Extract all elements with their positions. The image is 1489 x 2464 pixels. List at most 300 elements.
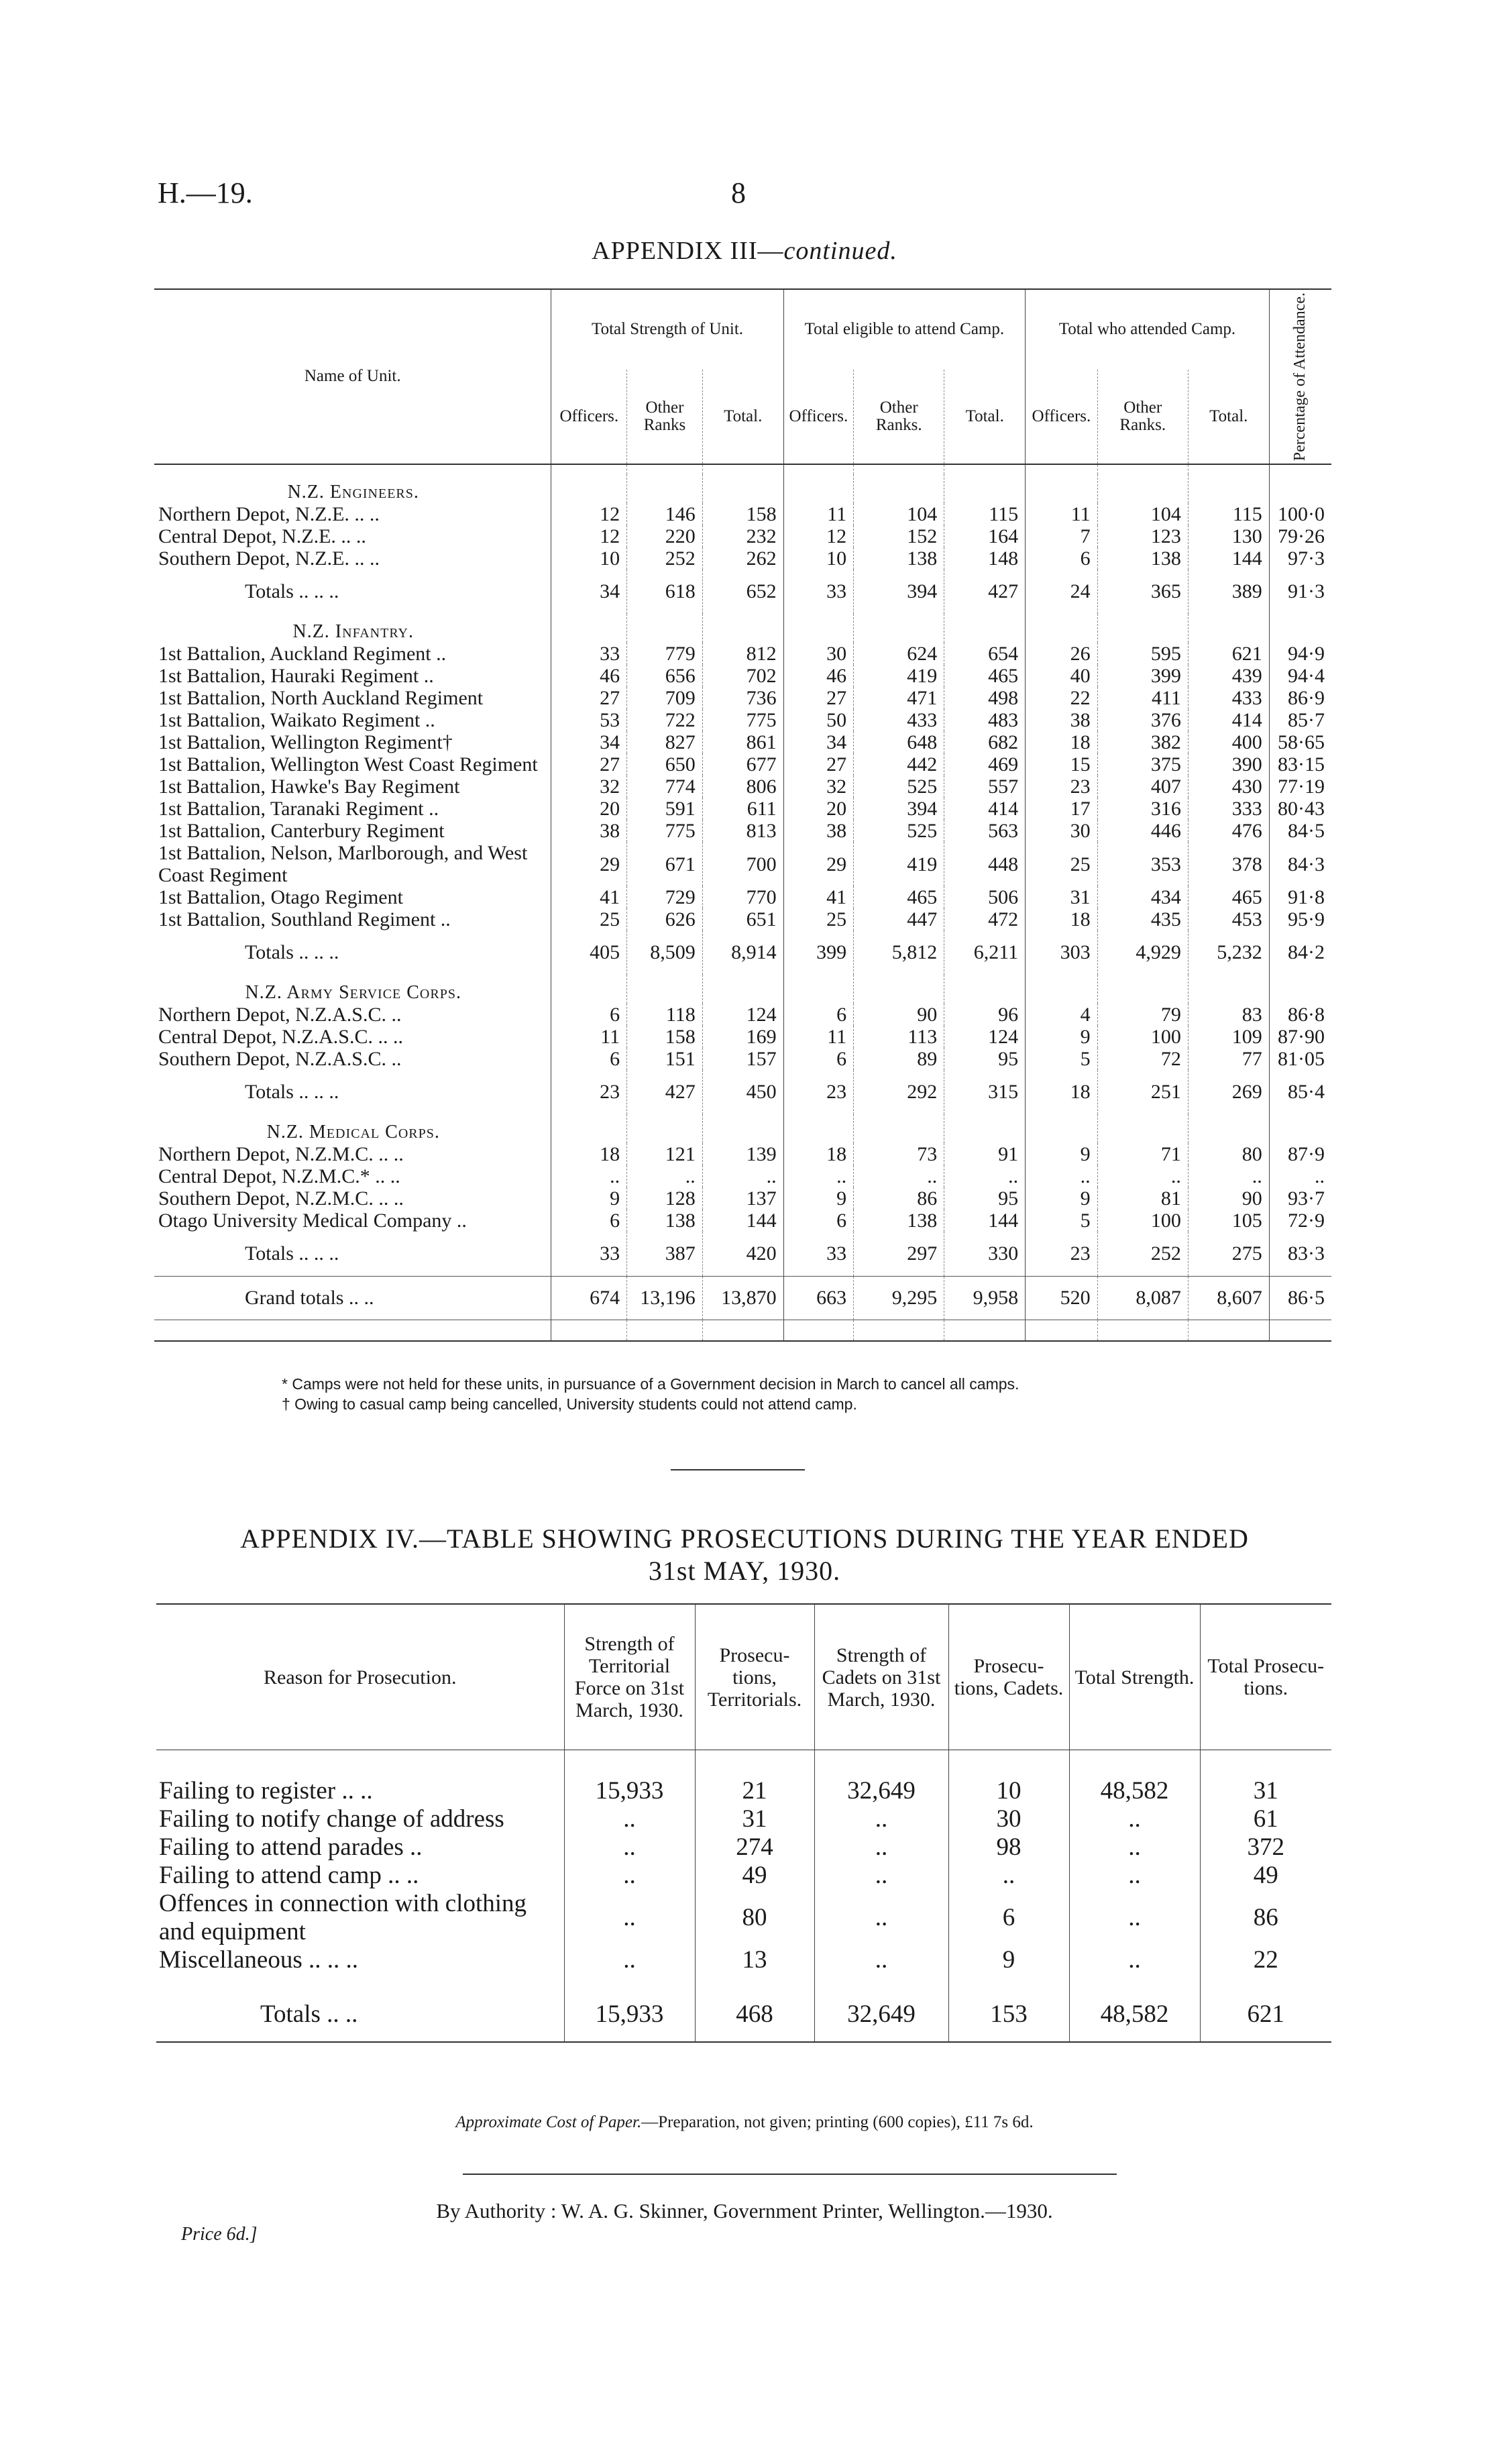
cell-value: 46 bbox=[783, 665, 853, 687]
cell-empty bbox=[854, 464, 944, 474]
cell-empty bbox=[948, 1974, 1069, 1988]
header-other-ranks: Other Ranks. bbox=[1097, 370, 1188, 464]
cell-empty bbox=[154, 464, 551, 474]
cell-value: 138 bbox=[627, 1210, 703, 1232]
section-heading: N.Z. Engineers. bbox=[287, 482, 419, 503]
reason-label: Failing to notify change of address bbox=[159, 1805, 504, 1833]
unit-name: Southern Depot, N.Z.M.C. .. .. bbox=[158, 1187, 404, 1210]
cell-value: 5,812 bbox=[854, 930, 944, 975]
prosecution-row bbox=[156, 1890, 1331, 1946]
cell-empty bbox=[1097, 464, 1188, 474]
cell-value: 471 bbox=[854, 687, 944, 709]
cell-value: 20 bbox=[551, 798, 627, 820]
totals-row bbox=[154, 1070, 1331, 1114]
cell-value: 123 bbox=[1097, 525, 1188, 547]
cell-value: 8,087 bbox=[1097, 1277, 1188, 1320]
cell-value: 22 bbox=[1026, 687, 1098, 709]
cell-value: 220 bbox=[627, 525, 703, 547]
cell-value: 139 bbox=[702, 1143, 783, 1165]
cell-value: .. bbox=[1069, 1890, 1200, 1946]
cell-value: 316 bbox=[1097, 798, 1188, 820]
unit-row bbox=[154, 886, 1331, 908]
cell-value: 11 bbox=[1026, 503, 1098, 525]
cell-value: 29 bbox=[551, 842, 627, 886]
cell-value: 11 bbox=[783, 503, 853, 525]
header-officers: Officers. bbox=[783, 370, 853, 464]
cell-value: 23 bbox=[551, 1070, 627, 1114]
cell-value: 115 bbox=[1188, 503, 1269, 525]
cell-value: 138 bbox=[1097, 547, 1188, 570]
cell-empty bbox=[944, 464, 1026, 474]
cell-value: 5 bbox=[1026, 1048, 1098, 1070]
cell-value: .. bbox=[1069, 1805, 1200, 1833]
cell-value: 94·4 bbox=[1269, 665, 1331, 687]
cell-value: 151 bbox=[627, 1048, 703, 1070]
cell-empty bbox=[695, 1750, 814, 1778]
cell-value: 86·9 bbox=[1269, 687, 1331, 709]
cell-value: 23 bbox=[1026, 1232, 1098, 1277]
cell-value: 72 bbox=[1097, 1048, 1188, 1070]
cell-value: 90 bbox=[1188, 1187, 1269, 1210]
unit-row bbox=[154, 820, 1331, 842]
cell-value: 6 bbox=[948, 1890, 1069, 1946]
cell-value: 420 bbox=[702, 1232, 783, 1277]
cell-value: 169 bbox=[702, 1026, 783, 1048]
cell-empty bbox=[948, 1750, 1069, 1778]
cell-empty bbox=[1097, 614, 1188, 643]
cell-value: 407 bbox=[1097, 775, 1188, 798]
cell-value: 104 bbox=[1097, 503, 1188, 525]
cell-value: 700 bbox=[702, 842, 783, 886]
reason-label: Failing to register .. .. bbox=[159, 1777, 373, 1805]
cell-empty bbox=[1026, 464, 1098, 474]
cell-value: 9 bbox=[783, 1187, 853, 1210]
reason-label: Failing to attend parades .. bbox=[159, 1833, 423, 1861]
cell-value: .. bbox=[1097, 1165, 1188, 1187]
cell-value: 652 bbox=[702, 570, 783, 614]
cell-value: 29 bbox=[783, 842, 853, 886]
cell-value: 15 bbox=[1026, 753, 1098, 775]
cell-value: .. bbox=[814, 1862, 948, 1890]
footnote-university: † Owing to casual camp being cancelled, University students could not attend camp. bbox=[282, 1395, 857, 1413]
cell-value: .. bbox=[854, 1165, 944, 1187]
cell-value: 775 bbox=[627, 820, 703, 842]
cell-value: 6 bbox=[783, 1210, 853, 1232]
unit-name: 1st Battalion, Wellington Regiment† bbox=[158, 731, 453, 754]
cell-value: .. bbox=[1069, 1862, 1200, 1890]
cell-value: .. bbox=[814, 1946, 948, 1974]
section-heading: N.Z. Infantry. bbox=[292, 621, 414, 643]
cell-value: 33 bbox=[551, 1232, 627, 1277]
cell-value: 483 bbox=[944, 709, 1026, 731]
cell-value: 399 bbox=[1097, 665, 1188, 687]
cell-value: 8,914 bbox=[702, 930, 783, 975]
cell-value: 157 bbox=[702, 1048, 783, 1070]
cell-value: 439 bbox=[1188, 665, 1269, 687]
cell-value: 158 bbox=[627, 1026, 703, 1048]
cell-value: 24 bbox=[1026, 570, 1098, 614]
unit-name: Central Depot, N.Z.M.C.* .. .. bbox=[158, 1165, 400, 1188]
totals-row bbox=[154, 570, 1331, 614]
section-heading-row bbox=[154, 975, 1331, 1004]
header-total-strength: Total Strength. bbox=[1069, 1604, 1200, 1750]
cell-value: 677 bbox=[702, 753, 783, 775]
cell-value: 621 bbox=[1188, 643, 1269, 665]
cell-value: 736 bbox=[702, 687, 783, 709]
cell-value: 31 bbox=[695, 1805, 814, 1833]
cell-value: 48,582 bbox=[1069, 1777, 1200, 1805]
cell-value: 618 bbox=[627, 570, 703, 614]
cell-value: 442 bbox=[854, 753, 944, 775]
cell-value: 6 bbox=[1026, 547, 1098, 570]
cell-value: 85·4 bbox=[1269, 1070, 1331, 1114]
unit-name: Northern Depot, N.Z.E. .. .. bbox=[158, 503, 380, 526]
cell-value: 100·0 bbox=[1269, 503, 1331, 525]
cell-value: 770 bbox=[702, 886, 783, 908]
cell-value: .. bbox=[564, 1805, 695, 1833]
cell-value: .. bbox=[702, 1165, 783, 1187]
cell-value: 77·19 bbox=[1269, 775, 1331, 798]
cell-value: 861 bbox=[702, 731, 783, 753]
unit-row bbox=[154, 1165, 1331, 1187]
cell-value: 806 bbox=[702, 775, 783, 798]
cell-value: 22 bbox=[1200, 1946, 1331, 1974]
cell-empty bbox=[1069, 1750, 1200, 1778]
section-heading-row bbox=[154, 474, 1331, 503]
cell-value: 232 bbox=[702, 525, 783, 547]
cell-value: 84·3 bbox=[1269, 842, 1331, 886]
unit-name: 1st Battalion, Otago Regiment bbox=[158, 886, 403, 909]
cell-empty bbox=[627, 975, 703, 1004]
cell-value: 427 bbox=[944, 570, 1026, 614]
cell-empty bbox=[1188, 1320, 1269, 1342]
cell-value: 447 bbox=[854, 908, 944, 930]
cell-value: 138 bbox=[854, 1210, 944, 1232]
header-other-ranks: Other Ranks bbox=[627, 370, 703, 464]
totals-row bbox=[154, 1232, 1331, 1277]
cell-value: 13,196 bbox=[627, 1277, 703, 1320]
cell-value: 563 bbox=[944, 820, 1026, 842]
cell-value: 100 bbox=[1097, 1210, 1188, 1232]
cell-empty bbox=[1269, 1114, 1331, 1143]
cell-value: 262 bbox=[702, 547, 783, 570]
spacer-row bbox=[154, 464, 1331, 474]
unit-row bbox=[154, 798, 1331, 820]
header-total-attended: Total who attended Camp. bbox=[1026, 289, 1270, 370]
cell-value: 9,295 bbox=[854, 1277, 944, 1320]
cell-empty bbox=[783, 614, 853, 643]
cell-value: 81·05 bbox=[1269, 1048, 1331, 1070]
cell-value: 390 bbox=[1188, 753, 1269, 775]
cell-value: 49 bbox=[1200, 1862, 1331, 1890]
cell-value: 611 bbox=[702, 798, 783, 820]
cell-value: 148 bbox=[944, 547, 1026, 570]
cell-empty bbox=[783, 474, 853, 503]
prosecutions-table bbox=[156, 1603, 1331, 2043]
cell-value: 709 bbox=[627, 687, 703, 709]
cell-value: 779 bbox=[627, 643, 703, 665]
cell-value: 34 bbox=[551, 570, 627, 614]
cell-empty bbox=[551, 614, 627, 643]
header-total-prosecutions: Total Prosecu- tions. bbox=[1200, 1604, 1331, 1750]
cell-value: 252 bbox=[627, 547, 703, 570]
cell-value: 144 bbox=[702, 1210, 783, 1232]
cell-value: 30 bbox=[783, 643, 853, 665]
cell-value: 621 bbox=[1200, 1988, 1331, 2042]
cell-value: 12 bbox=[783, 525, 853, 547]
cell-value: 105 bbox=[1188, 1210, 1269, 1232]
authority-rule bbox=[463, 2174, 1117, 2175]
cell-value: 87·9 bbox=[1269, 1143, 1331, 1165]
cell-empty bbox=[627, 1114, 703, 1143]
cell-value: 269 bbox=[1188, 1070, 1269, 1114]
authority-line: By Authority : W. A. G. Skinner, Government Printer, Wellington.—1930. bbox=[436, 2199, 1053, 2222]
cell-value: 297 bbox=[854, 1232, 944, 1277]
cell-value: 10 bbox=[783, 547, 853, 570]
cell-value: 32 bbox=[783, 775, 853, 798]
section-heading-row bbox=[154, 614, 1331, 643]
cell-value: 84·2 bbox=[1269, 930, 1331, 975]
cell-value: .. bbox=[551, 1165, 627, 1187]
cell-value: 9 bbox=[1026, 1026, 1098, 1048]
cell-empty bbox=[702, 975, 783, 1004]
cell-empty bbox=[702, 614, 783, 643]
cell-value: 18 bbox=[551, 1143, 627, 1165]
cell-value: 430 bbox=[1188, 775, 1269, 798]
cell-value: 34 bbox=[551, 731, 627, 753]
cell-value: 23 bbox=[783, 1070, 853, 1114]
cell-value: 48,582 bbox=[1069, 1988, 1200, 2042]
unit-name: 1st Battalion, Taranaki Regiment .. bbox=[158, 798, 439, 820]
cell-value: 729 bbox=[627, 886, 703, 908]
unit-name: Central Depot, N.Z.A.S.C. .. .. bbox=[158, 1026, 403, 1049]
cell-value: 656 bbox=[627, 665, 703, 687]
cell-empty bbox=[1269, 975, 1331, 1004]
cell-value: 100 bbox=[1097, 1026, 1188, 1048]
cell-value: 419 bbox=[854, 842, 944, 886]
cell-value: .. bbox=[1069, 1833, 1200, 1862]
cell-value: .. bbox=[814, 1890, 948, 1946]
cell-value: 400 bbox=[1188, 731, 1269, 753]
cell-empty bbox=[1026, 975, 1098, 1004]
grand-totals-row bbox=[154, 1277, 1331, 1320]
cell-value: 10 bbox=[948, 1777, 1069, 1805]
cell-empty bbox=[1026, 1320, 1098, 1342]
unit-row bbox=[154, 643, 1331, 665]
cell-value: 6 bbox=[551, 1048, 627, 1070]
cell-value: 98 bbox=[948, 1833, 1069, 1862]
cell-value: 330 bbox=[944, 1232, 1026, 1277]
unit-name: 1st Battalion, Nelson, Marlborough, and West Coast Regiment bbox=[158, 842, 528, 887]
totals-row bbox=[156, 1988, 1331, 2042]
cell-value: 18 bbox=[1026, 1070, 1098, 1114]
cell-value: 33 bbox=[783, 570, 853, 614]
cell-value: 774 bbox=[627, 775, 703, 798]
unit-name: 1st Battalion, Wellington West Coast Regiment bbox=[158, 753, 538, 776]
cell-value: 375 bbox=[1097, 753, 1188, 775]
cell-value: 382 bbox=[1097, 731, 1188, 753]
unit-row bbox=[154, 709, 1331, 731]
cell-value: .. bbox=[564, 1862, 695, 1890]
cell-value: 158 bbox=[702, 503, 783, 525]
unit-name: Southern Depot, N.Z.E. .. .. bbox=[158, 547, 380, 570]
cell-value: 11 bbox=[551, 1026, 627, 1048]
cell-value: 84·5 bbox=[1269, 820, 1331, 842]
cell-empty bbox=[154, 1320, 551, 1342]
cell-value: 9 bbox=[551, 1187, 627, 1210]
footnote-camps: * Camps were not held for these units, in pursuance of a Government decision in March to cancel all camps. bbox=[282, 1375, 1019, 1393]
unit-row bbox=[154, 842, 1331, 886]
cell-empty bbox=[854, 614, 944, 643]
unit-name: Southern Depot, N.Z.A.S.C. .. bbox=[158, 1048, 402, 1071]
cell-value: 153 bbox=[948, 1988, 1069, 2042]
header-officers: Officers. bbox=[551, 370, 627, 464]
cell-empty bbox=[1069, 1974, 1200, 1988]
cell-value: 671 bbox=[627, 842, 703, 886]
unit-row bbox=[154, 665, 1331, 687]
unit-row bbox=[154, 1210, 1331, 1232]
cell-value: 94·9 bbox=[1269, 643, 1331, 665]
cell-value: 113 bbox=[854, 1026, 944, 1048]
cell-value: 525 bbox=[854, 820, 944, 842]
cell-empty bbox=[702, 1320, 783, 1342]
unit-row bbox=[154, 687, 1331, 709]
cell-empty bbox=[695, 1974, 814, 1988]
cell-empty bbox=[1269, 464, 1331, 474]
cell-value: 53 bbox=[551, 709, 627, 731]
cell-value: 650 bbox=[627, 753, 703, 775]
cell-value: 95·9 bbox=[1269, 908, 1331, 930]
cell-value: 654 bbox=[944, 643, 1026, 665]
cell-value: 91 bbox=[944, 1143, 1026, 1165]
cell-value: 275 bbox=[1188, 1232, 1269, 1277]
cell-value: .. bbox=[814, 1805, 948, 1833]
cell-value: 50 bbox=[783, 709, 853, 731]
cell-value: 32,649 bbox=[814, 1988, 948, 2042]
cell-value: 32 bbox=[551, 775, 627, 798]
cell-value: .. bbox=[1026, 1165, 1098, 1187]
reason-label: Offences in connection with clothing and equipment bbox=[159, 1890, 527, 1945]
totals-label: Totals .. .. bbox=[156, 1988, 564, 2042]
cell-value: .. bbox=[944, 1165, 1026, 1187]
cell-value: 18 bbox=[783, 1143, 853, 1165]
cell-value: 124 bbox=[702, 1004, 783, 1026]
cell-value: 40 bbox=[1026, 665, 1098, 687]
cell-value: 18 bbox=[1026, 908, 1098, 930]
cell-value: 315 bbox=[944, 1070, 1026, 1114]
cell-value: 11 bbox=[783, 1026, 853, 1048]
cell-empty bbox=[551, 464, 627, 474]
unit-row bbox=[154, 731, 1331, 753]
cell-value: .. bbox=[1188, 1165, 1269, 1187]
appendix-4-title-line-2: 31st MAY, 1930. bbox=[648, 1556, 841, 1586]
cell-value: 86 bbox=[1200, 1890, 1331, 1946]
cell-value: 812 bbox=[702, 643, 783, 665]
cell-value: 38 bbox=[783, 820, 853, 842]
cell-value: 32,649 bbox=[814, 1777, 948, 1805]
prosecution-row bbox=[156, 1946, 1331, 1974]
unit-name: 1st Battalion, Southland Regiment .. bbox=[158, 908, 451, 931]
cell-value: 9,958 bbox=[944, 1277, 1026, 1320]
cell-value: 86 bbox=[854, 1187, 944, 1210]
cell-value: 8,607 bbox=[1188, 1277, 1269, 1320]
cell-value: 434 bbox=[1097, 886, 1188, 908]
cell-value: .. bbox=[564, 1946, 695, 1974]
cell-empty bbox=[1200, 1974, 1331, 1988]
cell-value: 674 bbox=[551, 1277, 627, 1320]
cell-value: 251 bbox=[1097, 1070, 1188, 1114]
cell-value: 31 bbox=[1026, 886, 1098, 908]
cell-value: 389 bbox=[1188, 570, 1269, 614]
reason-label: Miscellaneous .. .. .. bbox=[159, 1946, 358, 1974]
cell-empty bbox=[783, 975, 853, 1004]
cell-value: 38 bbox=[551, 820, 627, 842]
cell-value: 124 bbox=[944, 1026, 1026, 1048]
cell-value: 97·3 bbox=[1269, 547, 1331, 570]
cell-value: 419 bbox=[854, 665, 944, 687]
cell-value: 372 bbox=[1200, 1833, 1331, 1862]
cell-empty bbox=[1097, 1320, 1188, 1342]
cell-empty bbox=[702, 464, 783, 474]
unit-name: Northern Depot, N.Z.M.C. .. .. bbox=[158, 1143, 404, 1166]
cell-value: 6,211 bbox=[944, 930, 1026, 975]
unit-row bbox=[154, 775, 1331, 798]
cell-value: 25 bbox=[551, 908, 627, 930]
cell-empty bbox=[1188, 975, 1269, 1004]
cell-empty bbox=[627, 1320, 703, 1342]
cell-value: 80 bbox=[1188, 1143, 1269, 1165]
cell-value: 86·8 bbox=[1269, 1004, 1331, 1026]
cell-value: 292 bbox=[854, 1070, 944, 1114]
cell-value: 49 bbox=[695, 1862, 814, 1890]
header-total: Total. bbox=[1188, 370, 1269, 464]
cell-empty bbox=[1269, 614, 1331, 643]
prosecution-row bbox=[156, 1862, 1331, 1890]
cost-text: —Preparation, not given; printing (600 copies), £11 7s 6d. bbox=[641, 2113, 1034, 2131]
cell-value: 23 bbox=[1026, 775, 1098, 798]
cell-value: 121 bbox=[627, 1143, 703, 1165]
unit-name: Otago University Medical Company .. bbox=[158, 1210, 467, 1232]
cell-empty bbox=[814, 1974, 948, 1988]
header-strength-territorial: Strength of Territorial Force on 31st March, 1930. bbox=[564, 1604, 695, 1750]
cell-value: 33 bbox=[783, 1232, 853, 1277]
cell-value: 86·5 bbox=[1269, 1277, 1331, 1320]
cell-empty bbox=[551, 474, 627, 503]
cell-value: 30 bbox=[948, 1805, 1069, 1833]
cell-empty bbox=[702, 1114, 783, 1143]
cell-value: 13,870 bbox=[702, 1277, 783, 1320]
unit-row bbox=[154, 525, 1331, 547]
cell-value: 506 bbox=[944, 886, 1026, 908]
cell-value: 71 bbox=[1097, 1143, 1188, 1165]
cell-value: 25 bbox=[1026, 842, 1098, 886]
unit-row bbox=[154, 547, 1331, 570]
cell-value: 376 bbox=[1097, 709, 1188, 731]
cell-value: 813 bbox=[702, 820, 783, 842]
cell-value: 663 bbox=[783, 1277, 853, 1320]
cell-value: 12 bbox=[551, 503, 627, 525]
cell-value: 399 bbox=[783, 930, 853, 975]
unit-row bbox=[154, 503, 1331, 525]
cell-empty bbox=[1269, 474, 1331, 503]
cell-value: 648 bbox=[854, 731, 944, 753]
cell-value: 394 bbox=[854, 570, 944, 614]
cell-value: 79·26 bbox=[1269, 525, 1331, 547]
cell-value: .. bbox=[814, 1833, 948, 1862]
cell-value: 387 bbox=[627, 1232, 703, 1277]
unit-row bbox=[154, 1026, 1331, 1048]
cell-value: 365 bbox=[1097, 570, 1188, 614]
